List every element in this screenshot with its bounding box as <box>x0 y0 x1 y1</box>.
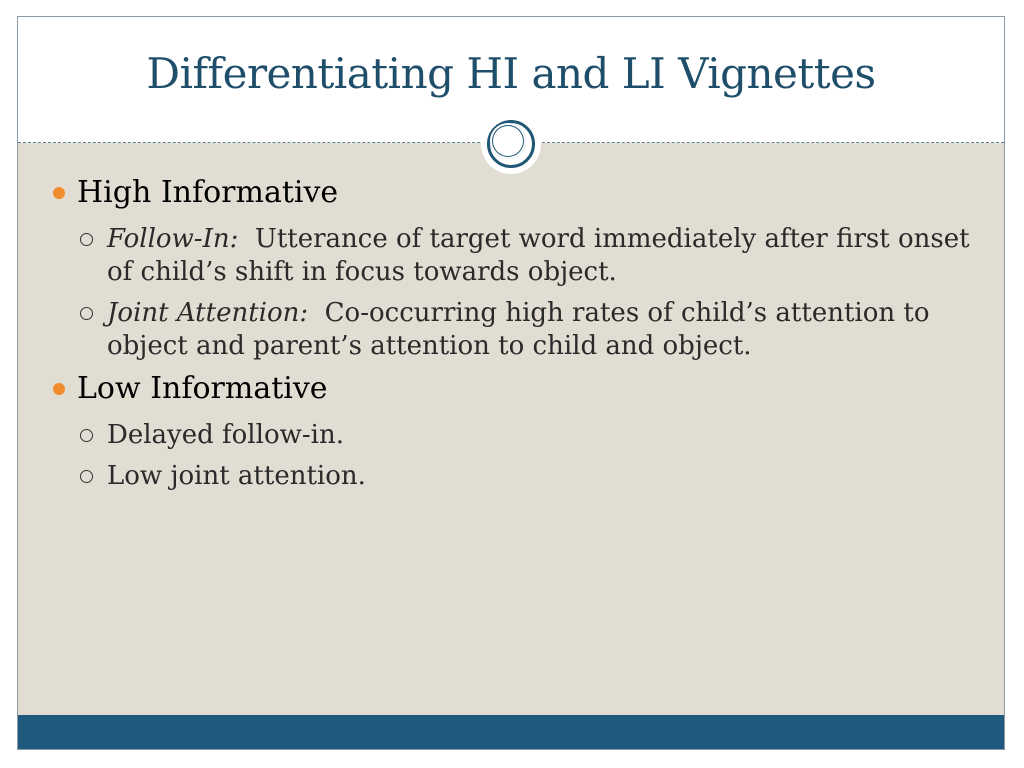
sub-item-text: Delayed follow-in. <box>107 420 344 450</box>
orange-dot-bullet-icon <box>53 383 65 395</box>
list-item-label: Low Informative <box>77 371 328 406</box>
ornament-ring <box>487 120 535 168</box>
sub-item-joint-attention <box>53 297 973 363</box>
circle-ornament-icon <box>481 114 541 174</box>
slide <box>17 16 1005 750</box>
list-item-low-informative <box>53 371 973 407</box>
hollow-circle-bullet-icon <box>80 429 93 442</box>
sub-item-term: Joint Attention: <box>107 298 309 328</box>
sub-item-term: Follow-In: <box>107 224 239 254</box>
hollow-circle-bullet-icon <box>80 470 93 483</box>
list-item-label: High Informative <box>77 175 339 210</box>
slide-title: Differentiating HI and LI Vignettes <box>146 49 876 98</box>
sub-item-follow-in <box>53 223 973 289</box>
orange-dot-bullet-icon <box>53 187 65 199</box>
hollow-circle-bullet-icon <box>80 307 93 320</box>
sub-item-text: Low joint attention. <box>107 461 366 491</box>
sub-item-text: Utterance of target word immediately after first onset of child’s shift in focus towards object. <box>107 224 970 287</box>
hollow-circle-bullet-icon <box>80 233 93 246</box>
list-item-high-informative <box>53 175 973 211</box>
sub-item-text: Co-occurring high rates of child’s attention to object and parent’s attention to child and object. <box>107 298 930 361</box>
bottom-bar <box>18 715 1004 749</box>
bullet-list <box>53 175 973 501</box>
sub-item-delayed-follow-in <box>53 419 973 452</box>
sub-item-low-joint-attention <box>53 460 973 493</box>
